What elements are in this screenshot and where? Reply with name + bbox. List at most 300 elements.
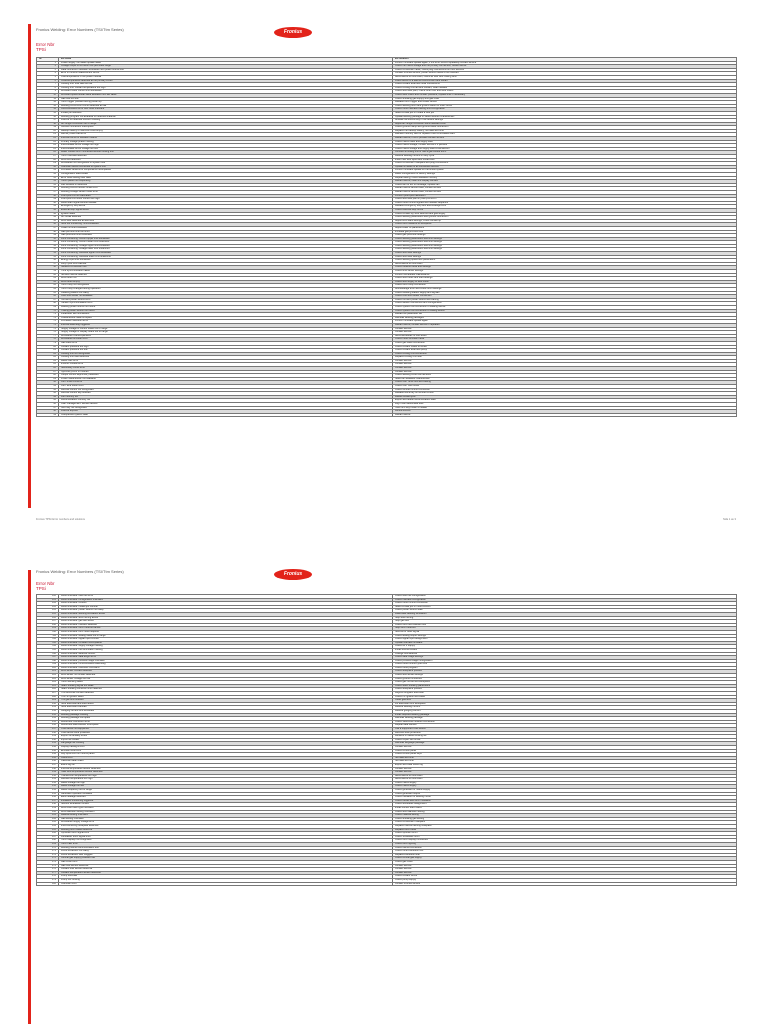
error-number-cell: 93 <box>37 392 59 396</box>
issue-cell: Arc length correction out of range <box>59 122 393 126</box>
solution-cell: Check cables and torch insulation <box>393 799 737 803</box>
issue-cell: Wirefeed motor current limit exceeded <box>59 90 393 94</box>
issue-cell: Import file invalid <box>59 738 393 742</box>
solution-cell: Allow device to cool down <box>393 774 737 778</box>
solution-cell: Restart device without load; contact service <box>393 187 737 191</box>
issue-cell: Earth leakage detected <box>59 796 393 800</box>
solution-cell: Check wire feed settings <box>393 252 737 256</box>
issue-cell: Robot interface: field bus error <box>59 595 393 599</box>
solution-cell: Check process image configuration <box>393 659 737 663</box>
issue-cell: Data connection between wirefeeder and power source lost <box>59 68 393 72</box>
issue-cell: Licence expired <box>59 410 393 414</box>
error-number-cell: 46 <box>37 223 59 227</box>
solution-cell: Check feed rollers and contact pressure; replace liner if necessary <box>393 93 737 97</box>
solution-cell: Check cooling unit connection <box>393 352 737 356</box>
solution-cell: Check mains voltage; contact service if it persists <box>393 144 737 148</box>
solution-cell: Check robot program <box>393 666 737 670</box>
solution-cell: Reduce welding current <box>393 706 737 710</box>
issue-cell: Trailing power source not found <box>59 309 393 313</box>
solution-cell: Restart device; if error persists contact service <box>393 137 737 141</box>
issue-cell: Duty cycle limit reached <box>59 262 393 266</box>
error-number-cell: 162 <box>37 817 59 821</box>
issue-cell: User management: access denied <box>59 403 393 407</box>
issue-cell: Output current asymmetry detected <box>59 374 393 378</box>
solution-cell: Check gas valve connection <box>393 341 737 345</box>
error-number-cell: 145 <box>37 756 59 760</box>
solution-cell: Check gas post-flow settings <box>393 234 737 238</box>
error-number-cell: 32 <box>37 173 59 177</box>
error-number-cell: 42 <box>37 208 59 212</box>
solution-cell: Select a valid job or create a new job <box>393 111 737 115</box>
error-number-cell: 90 <box>37 381 59 385</box>
issue-cell: Invalid job selected <box>59 111 393 115</box>
solution-cell: Contact service <box>393 745 737 749</box>
error-number-cell: 68 <box>37 302 59 306</box>
issue-cell: WeldCube data transfer incomplete <box>59 724 393 728</box>
error-number-cell: 131 <box>37 706 59 710</box>
error-number-cell: 150 <box>37 774 59 778</box>
solution-cell: Send error reset signal <box>393 630 737 634</box>
table-row <box>37 882 737 886</box>
solution-cell: Select an available characteristic <box>393 377 737 381</box>
error-number-cell: 25 <box>37 147 59 151</box>
solution-cell: Adjust arc length correction within allowed limits <box>393 122 737 126</box>
issue-cell: NFC key not recognised <box>59 406 393 410</box>
issue-cell: Generator operation unstable <box>59 792 393 796</box>
issue-cell: Export file already exists <box>59 735 393 739</box>
error-number-cell: 136 <box>37 724 59 728</box>
solution-cell: Release emergency stop and acknowledge error <box>393 205 737 209</box>
error-number-cell: 67 <box>37 298 59 302</box>
error-number-cell: 155 <box>37 792 59 796</box>
solution-cell: Insert new wire spool and thread wire <box>393 158 737 162</box>
issue-cell: Event log full <box>59 763 393 767</box>
solution-cell: Reinsert memory card or replace it with a formatted card <box>393 133 737 137</box>
error-number-cell: 133 <box>37 713 59 717</box>
solution-cell: Check motor encoder cable <box>393 338 737 342</box>
error-number-cell: 19 <box>37 126 59 130</box>
solution-cell: Check external stop circuit <box>393 208 737 212</box>
table-row <box>37 413 737 417</box>
issue-cell: Wire buffer empty <box>59 280 393 284</box>
solution-cell: Select a valid job on robot control <box>393 605 737 609</box>
solution-cell: Acknowledge error and check torch settings <box>393 288 737 292</box>
solution-cell: Check HF ignition and cable <box>393 695 737 699</box>
issue-cell: Leading power source not found <box>59 305 393 309</box>
solution-cell: Check welding parameters and limit settings <box>393 248 737 252</box>
solution-cell: Check mains supply <box>393 785 737 789</box>
error-number-cell: 75 <box>37 327 59 331</box>
error-number-cell: 22 <box>37 137 59 141</box>
issue-cell: Error while saving user data <box>59 176 393 180</box>
error-number-cell: 56 <box>37 259 59 263</box>
section-title <box>36 42 55 52</box>
error-number-cell: 43 <box>37 212 59 216</box>
error-number-cell: 35 <box>37 183 59 187</box>
error-number-cell: 153 <box>37 785 59 789</box>
error-number-cell: 10 <box>37 93 59 97</box>
solution-cell: Check welding parameters and limit settings <box>393 237 737 241</box>
solution-cell: Check mains fuses and supply lead <box>393 140 737 144</box>
solution-cell: Check torch distance to workpiece <box>393 223 737 227</box>
solution-cell: Check WeldCube network connection <box>393 720 737 724</box>
issue-cell: Seam tracking signal too weak <box>59 684 393 688</box>
error-number-cell: 144 <box>37 753 59 757</box>
error-number-cell: 126 <box>37 688 59 692</box>
solution-cell: Regrind tungsten electrode <box>393 692 737 696</box>
error-number-cell: 164 <box>37 825 59 829</box>
issue-cell: Wire buffer full <box>59 277 393 281</box>
error-number-cell: 44 <box>37 216 59 220</box>
error-number-cell: 9 <box>37 90 59 94</box>
issue-cell: Documentation memory full <box>59 399 393 403</box>
issue-cell: Unexpected system state <box>59 413 393 417</box>
error-number-cell: 52 <box>37 244 59 248</box>
issue-cell: Robot interface: invalid job number <box>59 605 393 609</box>
section-title <box>36 581 55 591</box>
issue-cell: Network connection lost <box>59 266 393 270</box>
issue-cell: Cooling unit fuse defective <box>59 356 393 360</box>
error-number-cell: 6 <box>37 79 59 83</box>
solution-cell: Check coolant circuit <box>393 875 737 879</box>
error-number-cell: 92 <box>37 388 59 392</box>
error-number-cell: 104 <box>37 609 59 613</box>
error-number-cell: 77 <box>37 334 59 338</box>
solution-cell: Check CMT drive unit and cabling <box>393 381 737 385</box>
issue-cell: Gas flow sensor defective <box>59 864 393 868</box>
error-number-cell: 18 <box>37 122 59 126</box>
issue-cell: Coolant pressure too low <box>59 349 393 353</box>
issue-cell: Torch overload detected <box>59 155 393 159</box>
error-number-cell: 168 <box>37 839 59 843</box>
error-number-cell: 138 <box>37 731 59 735</box>
issue-cell: Gouging current limit exceeded <box>59 710 393 714</box>
error-number-cell: 124 <box>37 681 59 685</box>
issue-cell: TIG HF ignition failed <box>59 695 393 699</box>
error-number-cell: 61 <box>37 277 59 281</box>
issue-cell: Push-pull unit not calibrated <box>59 194 393 198</box>
solution-cell: Repeat data transfer <box>393 724 737 728</box>
error-number-cell: 103 <box>37 605 59 609</box>
solution-cell: Check system bus connection to trailing device <box>393 309 737 313</box>
solution-cell: Install correct feed rollers <box>393 807 737 811</box>
issue-cell: Limit monitoring: voltage upper limit exceeded <box>59 244 393 248</box>
solution-cell: Check control panel <box>393 749 737 753</box>
issue-cell: Robot interface: timeout <box>59 602 393 606</box>
error-number-cell: 116 <box>37 652 59 656</box>
error-number-cell: 177 <box>37 871 59 875</box>
solution-cell: Check coolant hoses for kinks <box>393 345 737 349</box>
error-number-cell: 157 <box>37 799 59 803</box>
error-number-cell: 149 <box>37 771 59 775</box>
error-number-cell: 140 <box>37 738 59 742</box>
column-header-nr: Nr <box>37 58 59 62</box>
solution-cell: Check 24 V supply <box>393 645 737 649</box>
solution-cell: Perform scheduled maintenance <box>393 273 737 277</box>
solution-cell: Check ground connection <box>393 677 737 681</box>
error-number-cell: 58 <box>37 266 59 270</box>
issue-cell: Limit monitoring: current upper limit exceeded <box>59 237 393 241</box>
solution-cell: Check workpiece position <box>393 688 737 692</box>
solution-cell: Restart device; contact service if repeated <box>393 323 737 327</box>
issue-cell: Cooling unit not recognised <box>59 352 393 356</box>
error-number-cell: 122 <box>37 674 59 678</box>
solution-cell: Update firmware of all connected devices <box>393 165 737 169</box>
solution-cell: Replace extraction filter <box>393 853 737 857</box>
error-number-cell: 23 <box>37 140 59 144</box>
solution-cell: Check robot interface cabling and configuration <box>393 108 737 112</box>
issue-cell: Wirefeed speed actual value deviates from set value <box>59 93 393 97</box>
error-number-cell: 47 <box>37 226 59 230</box>
error-number-cell: 169 <box>37 842 59 846</box>
solution-cell: Check time server settings <box>393 270 737 274</box>
solution-cell: Check welding circuit connections <box>393 374 737 378</box>
error-number-cell: 151 <box>37 778 59 782</box>
solution-cell: Check connection hosepack and plug connections <box>393 162 737 166</box>
issue-cell: Robot interface: firmware incompatible <box>59 641 393 645</box>
issue-cell: Wire stick detected at weld end <box>59 219 393 223</box>
issue-cell: USB device write protected <box>59 731 393 735</box>
error-number-cell: 63 <box>37 284 59 288</box>
error-number-cell: 37 <box>37 190 59 194</box>
solution-cell: Update interface firmware <box>393 641 737 645</box>
solution-cell: Set date and time <box>393 756 737 760</box>
issue-cell: Limit monitoring: wirefeed upper limit exceeded <box>59 252 393 256</box>
issue-cell: Robot interface: wire inching active <box>59 616 393 620</box>
solution-cell: Replace interconnecting hosepack <box>393 825 737 829</box>
solution-cell: Check welding speed and parameters <box>393 259 737 263</box>
solution-cell: Check JobMaster torch <box>393 835 737 839</box>
error-number-cell: 50 <box>37 237 59 241</box>
error-number-cell: 154 <box>37 789 59 793</box>
error-number-cell: 120 <box>37 666 59 670</box>
error-number-cell: 100 <box>37 595 59 599</box>
error-number-cell: 41 <box>37 205 59 209</box>
issue-cell: Robot interface: power source not ready <box>59 609 393 613</box>
error-number-cell: 115 <box>37 648 59 652</box>
error-number-cell: 86 <box>37 367 59 371</box>
solution-cell: Perform firmware update for the whole system <box>393 169 737 173</box>
error-number-cell: 178 <box>37 875 59 879</box>
error-number-cell: 163 <box>37 821 59 825</box>
issue-cell: Wire sense: no contact detected <box>59 674 393 678</box>
error-number-cell: 78 <box>37 338 59 342</box>
error-number-cell: 94 <box>37 395 59 399</box>
error-number-cell: 106 <box>37 616 59 620</box>
issue-cell: Crater fill time exceeded <box>59 226 393 230</box>
issue-cell: Intermediate circuit voltage too low <box>59 147 393 151</box>
red-margin-bar <box>28 24 31 508</box>
issue-cell: Secondary circuit error <box>59 367 393 371</box>
solution-cell: Check mains voltage and supply lead cross-section <box>393 147 737 151</box>
solution-cell: Release torch trigger and restart device <box>393 101 737 105</box>
issue-cell: Communication error with robot interface <box>59 108 393 112</box>
error-number-cell: 66 <box>37 295 59 299</box>
issue-cell: Coolant pressure too high <box>59 345 393 349</box>
error-number-cell: 99 <box>37 413 59 417</box>
error-number-cell: 112 <box>37 638 59 642</box>
issue-cell: Symmetry error in inverter <box>59 370 393 374</box>
issue-cell: CMT wire buffer error <box>59 385 393 389</box>
solution-cell: Increase gas pre-flow time <box>393 230 737 234</box>
error-number-cell: 14 <box>37 108 59 112</box>
solution-cell: Reset configuration to factory settings <box>393 173 737 177</box>
solution-cell: Check welding parameters and limit settings <box>393 241 737 245</box>
issue-cell: Remote control key blocked <box>59 392 393 396</box>
error-number-cell: 11 <box>37 97 59 101</box>
solution-cell: Check welding parameters and limit settings <box>393 244 737 248</box>
section-title-sub: TPSi <box>36 47 46 52</box>
solution-cell: Check field bus configuration <box>393 595 737 599</box>
page-header-text: Fronius Welding: Error Numbers (TSI/Ttm Series) <box>36 569 124 574</box>
solution-cell: Install bus terminator <box>393 648 737 652</box>
issue-cell: TIG gas lens blocked <box>59 699 393 703</box>
error-number-cell: 118 <box>37 659 59 663</box>
error-number-cell: 74 <box>37 323 59 327</box>
issue-cell: Mains filter error <box>59 359 393 363</box>
issue-cell: Robot interface: supply voltage missing <box>59 645 393 649</box>
solution-cell: Reinstall welding package <box>393 717 737 721</box>
solution-cell: Release stuck key on remote control <box>393 392 737 396</box>
solution-cell: Check gas nozzle and workpiece <box>393 681 737 685</box>
solution-cell: Rename or delete existing file <box>393 735 737 739</box>
solution-cell: Contact service <box>393 864 737 868</box>
issue-cell: Backup battery of real-time clock empty <box>59 129 393 133</box>
solution-cell: Check cooling unit fan and coolant; clean radiator <box>393 86 737 90</box>
issue-cell: Second wirefeeder conflict <box>59 803 393 807</box>
solution-cell: Check wire feed settings <box>393 255 737 259</box>
solution-cell: Check analog output settings <box>393 634 737 638</box>
solution-cell: Restart device without load; contact service <box>393 190 737 194</box>
issue-cell: Fume extraction filter clogged <box>59 853 393 857</box>
solution-cell: Adjust crater fill parameters <box>393 226 737 230</box>
issue-cell: Limit monitoring: voltage lower limit undershot <box>59 248 393 252</box>
issue-cell: Error in current measurement circuit <box>59 72 393 76</box>
error-number-cell: 71 <box>37 313 59 317</box>
issue-cell: Torch LED error <box>59 842 393 846</box>
issue-cell: Central gas supply pressure low <box>59 857 393 861</box>
solution-cell: Check fan for dirt or blockage; replace fan <box>393 183 737 187</box>
error-number-cell: 172 <box>37 853 59 857</box>
error-number-cell: 53 <box>37 248 59 252</box>
solution-cell: Check contact tip, wire stick-out and gas supply <box>393 212 737 216</box>
solution-cell: Stop torch blow-out <box>393 627 737 631</box>
issue-cell: Welding torch cable defective <box>59 828 393 832</box>
solution-cell: Install required welding package <box>393 713 737 717</box>
issue-cell: Gas pre-flow time too short <box>59 230 393 234</box>
error-number-cell: 13 <box>37 104 59 108</box>
issue-cell: Stick out monitoring: limit exceeded <box>59 223 393 227</box>
issue-cell: Pulse characteristic not available <box>59 377 393 381</box>
error-number-cell: 174 <box>37 860 59 864</box>
issue-cell: Robot interface: collision detected <box>59 623 393 627</box>
error-number-cell: 91 <box>37 385 59 389</box>
issue-cell: Undertemperature detected at the primary circuit <box>59 79 393 83</box>
error-number-cell: 3 <box>37 68 59 72</box>
issue-cell: Job memory full <box>59 395 393 399</box>
error-number-cell: 59 <box>37 270 59 274</box>
error-number-cell: 132 <box>37 710 59 714</box>
issue-cell: Key input error on control panel <box>59 753 393 757</box>
solution-cell: Check cleaning station supply and signals <box>393 291 737 295</box>
error-number-cell: 114 <box>37 645 59 649</box>
issue-cell: Supply voltage of display board out of range <box>59 331 393 335</box>
issue-cell: Encoder knob error <box>59 749 393 753</box>
issue-cell: Firmware versions of components incompatible <box>59 169 393 173</box>
issue-cell: Heat sink temperature sensor defective <box>59 771 393 775</box>
error-number-cell: 147 <box>37 763 59 767</box>
solution-cell: Restart device; clean the display surface <box>393 180 737 184</box>
issue-cell: Touch panel not responding <box>59 180 393 184</box>
solution-cell: Connect a cooling unit or use a gas cooled torch <box>393 151 737 155</box>
issue-cell: Wire diameter setting mismatch <box>59 810 393 814</box>
error-number-cell: 165 <box>37 828 59 832</box>
error-number-cell: 33 <box>37 176 59 180</box>
issue-cell: Limit monitoring: current lower limit undershot <box>59 241 393 245</box>
issue-cell: Emergency stop active <box>59 205 393 209</box>
issue-cell: Torch body changed during operation <box>59 288 393 292</box>
issue-cell: WeldCube connection error <box>59 720 393 724</box>
error-number-cell: 119 <box>37 663 59 667</box>
solution-cell: Check welding torch and ground cable for short circuit <box>393 104 737 108</box>
error-number-cell: 38 <box>37 194 59 198</box>
error-number-cell: 95 <box>37 399 59 403</box>
section-title-sub: TPSi <box>36 586 46 591</box>
issue-cell: Primary voltage phase missing <box>59 140 393 144</box>
error-number-cell: 57 <box>37 262 59 266</box>
document-page-2 <box>0 556 768 1024</box>
error-number-cell: 180 <box>37 882 59 886</box>
issue-cell: Licence for selected function missing <box>59 119 393 123</box>
issue-cell: Cooling unit: flow rate too low <box>59 83 393 87</box>
issue-cell: Welding package missing <box>59 713 393 717</box>
error-table-body <box>37 61 737 417</box>
error-number-cell: 160 <box>37 810 59 814</box>
error-number-cell: 141 <box>37 742 59 746</box>
error-number-cell: 96 <box>37 403 59 407</box>
error-number-cell: 176 <box>37 868 59 872</box>
solution-cell: Check ground clamp and ground cable connection <box>393 126 737 130</box>
solution-cell: Check wirefeeder assignment <box>393 803 737 807</box>
issue-cell: Tandem synchronisation error <box>59 302 393 306</box>
solution-cell: Check wire diameter setting <box>393 810 737 814</box>
solution-cell: Check wire buffer and feed settings <box>393 277 737 281</box>
issue-cell: Mains frequency out of range <box>59 789 393 793</box>
error-number-cell: 64 <box>37 288 59 292</box>
solution-cell: Clean gas lens <box>393 699 737 703</box>
error-number-cell: 51 <box>37 241 59 245</box>
issue-cell: Transformer temperature too high <box>59 774 393 778</box>
issue-cell: Gas setting mismatch <box>59 817 393 821</box>
solution-cell: Check helmet connection <box>393 846 737 850</box>
solution-cell: Check torch body connection <box>393 284 737 288</box>
error-number-cell: 128 <box>37 695 59 699</box>
solution-cell: Check connection cable; check plug connections on both devices <box>393 68 737 72</box>
issue-cell: Welding program not available for selected material <box>59 115 393 119</box>
solution-cell: Replace torch cable <box>393 828 737 832</box>
solution-cell: Reinstall welding packages <box>393 316 737 320</box>
solution-cell: Contact Fronius service <box>393 882 737 886</box>
issue-cell: Memory card read error <box>59 133 393 137</box>
issue-cell: Ignition failed <box>59 212 393 216</box>
error-number-cell: 123 <box>37 677 59 681</box>
error-number-cell: 15 <box>37 111 59 115</box>
solution-cell: Check connection hosepack <box>393 821 737 825</box>
error-number-cell: 166 <box>37 832 59 836</box>
error-number-cell: 24 <box>37 144 59 148</box>
error-number-cell: 137 <box>37 727 59 731</box>
issue-cell: Touch sensing failed <box>59 681 393 685</box>
